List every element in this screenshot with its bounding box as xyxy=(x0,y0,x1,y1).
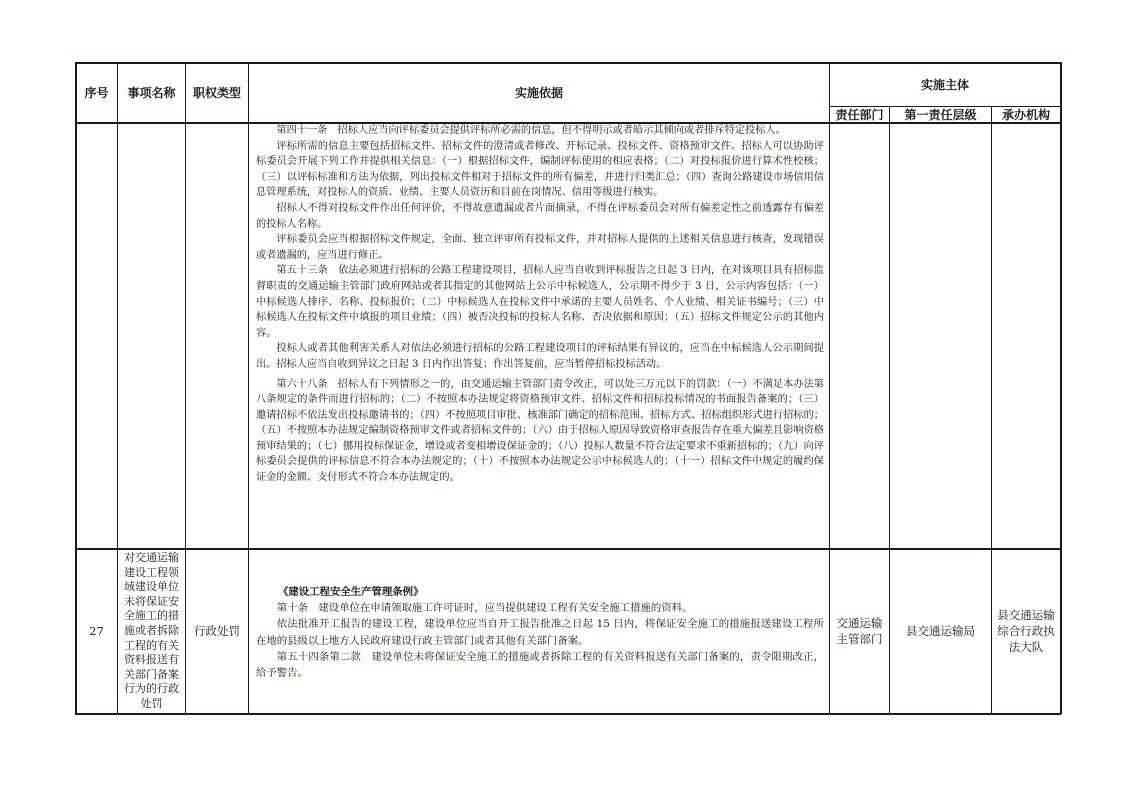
header-agency: 承办机构 xyxy=(1001,108,1050,122)
basis-paragraph: 投标人或者其他利害关系人对依法必须进行招标的公路工程建设项目的评标结果有异议的，应当在中标候选人公示期间提出。招标人应当自收到异议之日起 3 日内作出答复；作出答复前，应当暂停招标投标活动。 xyxy=(256,343,824,370)
basis-law-title: 《建设工程安全生产管理条例》 xyxy=(278,586,424,598)
header-subject: 实施主体 xyxy=(920,78,969,92)
row27-item-name: 对交通运输建设工程领域建设单位未将保证安全施工的措施或者拆除工程的有关资料报送有关部门备案行为的行政处罚 xyxy=(124,551,179,710)
basis-paragraph: 第六十八条 招标人有下列情形之一的，由交通运输主管部门责令改正，可以处三万元以下的罚款：（一）不满足本办法第八条规定的条件而进行招标的；（二）不按照本办法规定将资格预审文件、招标文件和招标投标情况的书面报告备案的；（三）邀请招标不依法发出投标邀请书的；（四）不按照项目审批、核准部门确定的招标范围、招标方式、招标组织形式进行招标的；（五）不按照本办法规定编制资格预审文件或者招标文件的；（六）由于招标人原因导致资格审查报告存在重大偏差且影响资格预审结果的；（七）挪用投标保证金，增设或者变相增设保证金的；（八）投标人数量不符合法定要求不重新招标的；（九）向评标委员会提供的评标信息不符合本办法规定的；（十）不按照本办法规定公示中标候选人的；（十一）招标文件中规定的履约保证金的金额、支付形式不符合本办法规定的。 xyxy=(256,378,824,484)
header-authority-type: 职权类型 xyxy=(192,86,241,100)
basis-paragraph: 第十条 建设单位在申请领取施工许可证时，应当提供建设工程有关安全施工措施的资料。 xyxy=(276,602,693,615)
basis-paragraph: 依法批准开工报告的建设工程，建设单位应当自开工报告批准之日起 15 日内，将保证安全施工的措施报送建设工程所在地的县级以上地方人民政府建设行政主管部门或者其他有关部门备案。 xyxy=(256,618,824,647)
header-level: 第一责任层级 xyxy=(904,108,977,122)
row27-dept: 交通运输主管部门 xyxy=(836,616,883,646)
header-basis: 实施依据 xyxy=(514,86,563,100)
header-item-name: 事项名称 xyxy=(127,86,176,100)
basis-paragraph: 第五十四条第二款 建设单位未将保证安全施工的措施或者拆除工程的有关资料报送有关部门备案的，责令限期改正，给予警告。 xyxy=(256,650,824,680)
row27-basis xyxy=(256,584,824,709)
header-dept: 责任部门 xyxy=(835,108,884,122)
basis-paragraph: 评标委员会应当根据招标文件规定，全面、独立评审所有投标文件，并对招标人提供的上述相关信息进行核查，发现错误或者遗漏的，应当进行修正。 xyxy=(256,234,824,261)
row27-authority-type: 行政处罚 xyxy=(194,624,240,638)
row27-no: 27 xyxy=(89,624,104,638)
prev-row-basis xyxy=(256,123,824,548)
basis-paragraph: 第五十三条 依法必须进行招标的公路工程建设项目，招标人应当自收到评标报告之日起 3 日内，在对该项目具有招标监督职责的交通运输主管部门政府网站或者其指定的其他网站上公示中标候选人，公示期不得少于 3 日，公示内容包括：（一）中标候选人排序、名称、投标报价；（二）中标候选人在投标文件中承诺的主要人员姓名、个人业绩、相关证书编号；（三）中标候选人在投标文件中填报的项目业绩；（四）被否决投标的投标人名称、否决依据和原因；（五）招标文件规定公示的其他内容。 xyxy=(256,265,824,339)
row27-agency: 县交通运输综合行政执法大队 xyxy=(997,608,1055,654)
basis-paragraph: 第四十一条 招标人应当向评标委员会提供评标所必需的信息，但不得明示或者暗示其倾向或者排斥特定投标人。 xyxy=(276,125,786,136)
basis-paragraph: 评标所需的信息主要包括招标文件、招标文件的澄清或者修改、开标记录、投标文件、资格预审文件。招标人可以协助评标委员会开展下列工作并提供相关信息：（一）根据招标文件，编制评标使用的相应表格；（二）对投标报价进行算术性校核；（三）以评标标准和方法为依据，列出投标文件相对于招标文件的所有偏差，并进行归类汇总；（四）查询公路建设市场信用信息管理系统，对投标人的资质、业绩、主要人员资历和目前在岗情况、信用等级进行核实。 xyxy=(256,140,824,199)
header-no: 序号 xyxy=(84,86,109,100)
row27-level: 县交通运输局 xyxy=(906,624,975,638)
basis-paragraph: 招标人不得对投标文件作出任何评价，不得故意遗漏或者片面摘录，不得在评标委员会对所有偏差定性之前透露存有偏差的投标人名称。 xyxy=(256,202,824,230)
